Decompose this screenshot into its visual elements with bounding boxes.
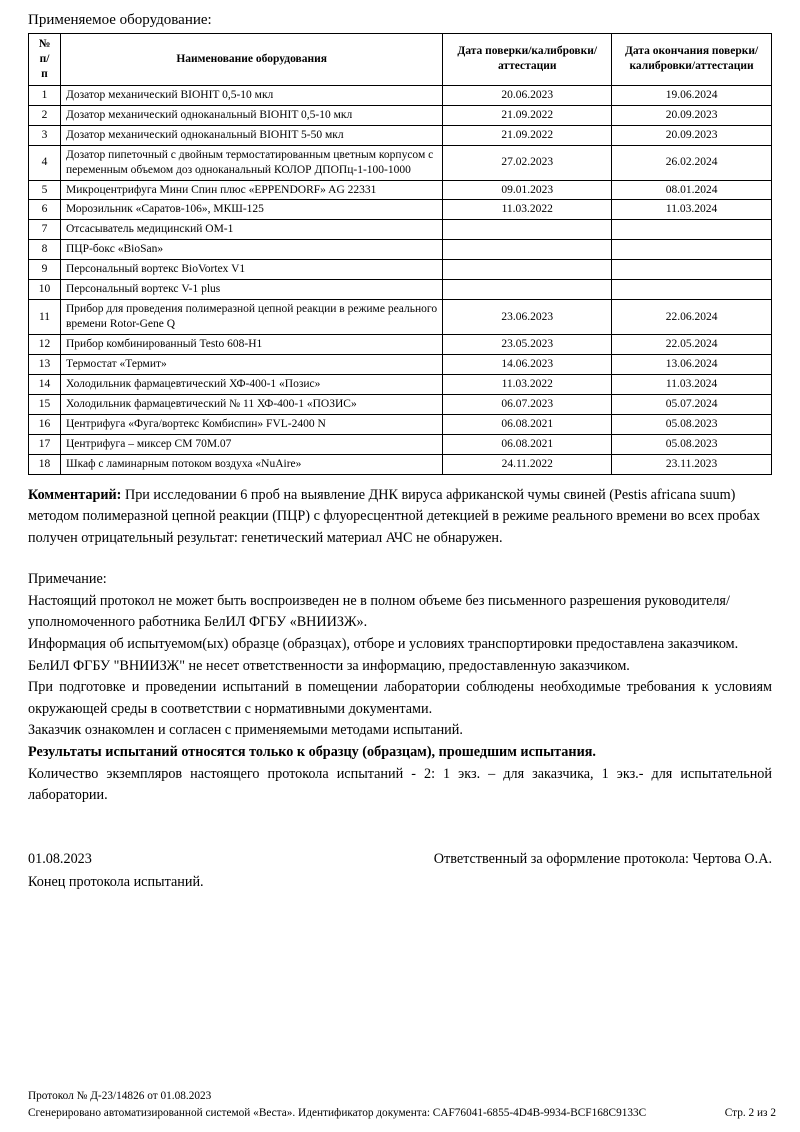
table-row <box>29 434 772 454</box>
cell-equipment-name: Микроцентрифуга Мини Спин плюс «EPPENDORF» AG 22331 <box>60 180 442 200</box>
cell-equipment-name: Дозатор механический BIOHIT 0,5-10 мкл <box>60 85 442 105</box>
note-line-2: Информация об испытуемом(ых) образце (образцах), отборе и условиях транспортировки предоставлена заказчиком. <box>28 636 739 653</box>
cell-date: 06.07.2023 <box>443 394 612 414</box>
cell-row-number: 18 <box>29 454 61 474</box>
table-row <box>29 85 772 105</box>
cell-equipment-name: Персональный вортекс BioVortex V1 <box>60 260 442 280</box>
cell-row-number: 7 <box>29 220 61 240</box>
cell-date: 09.01.2023 <box>443 180 612 200</box>
note-line-7: Количество экземпляров настоящего протокола испытаний - 2: 1 экз. – для заказчика, 1 экз.- для испытательной лаборатории. <box>28 765 772 804</box>
signoff-date: 01.08.2023 <box>28 850 92 867</box>
equipment-table-header <box>29 34 772 86</box>
cell-row-number: 15 <box>29 394 61 414</box>
cell-equipment-name: Дозатор механический одноканальный BIOHIT 5-50 мкл <box>60 125 442 145</box>
cell-date-end: 22.06.2024 <box>612 300 772 335</box>
cell-date-end: 22.05.2024 <box>612 335 772 355</box>
cell-equipment-name: Прибор комбинированный Testo 608-H1 <box>60 335 442 355</box>
table-row <box>29 414 772 434</box>
cell-date-end: 05.08.2023 <box>612 434 772 454</box>
cell-date-end: 08.01.2024 <box>612 180 772 200</box>
cell-equipment-name: Отсасыватель медицинский ОМ-1 <box>60 220 442 240</box>
cell-date-end: 05.07.2024 <box>612 394 772 414</box>
table-row <box>29 394 772 414</box>
cell-date: 11.03.2022 <box>443 200 612 220</box>
cell-date: 23.06.2023 <box>443 300 612 335</box>
footer-page-number: Стр. 2 из 2 <box>724 1107 776 1120</box>
equipment-table-body <box>29 85 772 474</box>
cell-date: 23.05.2023 <box>443 335 612 355</box>
cell-row-number: 14 <box>29 374 61 394</box>
cell-date-end: 23.11.2023 <box>612 454 772 474</box>
cell-date-end <box>612 260 772 280</box>
end-of-protocol: Конец протокола испытаний. <box>28 873 204 890</box>
cell-equipment-name: Дозатор механический одноканальный BIOHIT 0,5-10 мкл <box>60 105 442 125</box>
header-num: № п/п <box>29 34 61 86</box>
cell-row-number: 6 <box>29 200 61 220</box>
cell-date: 27.02.2023 <box>443 145 612 180</box>
cell-date-end: 20.09.2023 <box>612 125 772 145</box>
cell-equipment-name: Термостат «Термит» <box>60 354 442 374</box>
cell-date-end: 11.03.2024 <box>612 200 772 220</box>
note-line-6: Результаты испытаний относятся только к образцу (образцам), прошедшим испытания. <box>28 743 596 760</box>
cell-row-number: 8 <box>29 240 61 260</box>
cell-equipment-name: Холодильник фармацевтический ХФ-400-1 «Позис» <box>60 374 442 394</box>
cell-date-end: 05.08.2023 <box>612 414 772 434</box>
cell-date-end: 19.06.2024 <box>612 85 772 105</box>
table-row <box>29 374 772 394</box>
cell-equipment-name: ПЦР-бокс «BioSan» <box>60 240 442 260</box>
signoff-row <box>28 851 772 868</box>
cell-equipment-name: Центрифуга – миксер СМ 70М.07 <box>60 434 442 454</box>
cell-date-end <box>612 280 772 300</box>
cell-row-number: 17 <box>29 434 61 454</box>
cell-equipment-name: Дозатор пипеточный с двойным термостатированным цветным корпусом с переменным объемом доз одноканальный КОЛОР ДПОПц-1-100-1000 <box>60 145 442 180</box>
table-row <box>29 125 772 145</box>
table-row <box>29 145 772 180</box>
table-row <box>29 105 772 125</box>
cell-row-number: 3 <box>29 125 61 145</box>
note-line-4: При подготовке и проведении испытаний в помещении лаборатории соблюдены необходимые требования к условиям окружающей среды в соответствии с нормативными документами. <box>28 679 772 717</box>
note-line-1: Настоящий протокол не может быть воспроизведен не в полном объеме без письменного разрешения руководителя/уполномоченного работника БелИЛ ФГБУ «ВНИИЗЖ». <box>28 592 730 631</box>
notes-section <box>28 569 772 806</box>
cell-date: 11.03.2022 <box>443 374 612 394</box>
cell-row-number: 1 <box>29 85 61 105</box>
cell-date: 21.09.2022 <box>443 105 612 125</box>
cell-equipment-name: Морозильник «Саратов-106», МКШ-125 <box>60 200 442 220</box>
table-row <box>29 300 772 335</box>
table-row <box>29 354 772 374</box>
footer-protocol-number: Протокол № Д-23/14826 от 01.08.2023 <box>28 1090 212 1103</box>
cell-date-end: 13.06.2024 <box>612 354 772 374</box>
cell-date: 24.11.2022 <box>443 454 612 474</box>
header-name: Наименование оборудования <box>60 34 442 86</box>
comment-paragraph <box>28 485 772 550</box>
comment-text: При исследовании 6 проб на выявление ДНК вируса африканской чумы свиней (Pestis africana suum) методом полимеразной цепной реакции (ПЦР) с флуоресцентной детекцией в режиме реального времени во всех пробах получен отрицательный результат: генетический материал АЧС не обнаружен. <box>28 486 760 546</box>
header-date: Дата поверки/калибровки/аттестации <box>443 34 612 86</box>
section-title: Применяемое оборудование: <box>28 12 212 28</box>
table-row <box>29 260 772 280</box>
table-row <box>29 335 772 355</box>
cell-date <box>443 220 612 240</box>
notes-label: Примечание: <box>28 571 107 588</box>
cell-date: 06.08.2021 <box>443 434 612 454</box>
footer-generated-info: Сгенерировано автоматизированной системой «Веста». Идентификатор документа: CAF76041-6855-4D4B-9934-BCF168C9133C <box>28 1107 647 1120</box>
cell-date-end: 26.02.2024 <box>612 145 772 180</box>
cell-equipment-name: Центрифуга «Фуга/вортекс Комбиспин» FVL-2400 N <box>60 414 442 434</box>
equipment-table <box>28 33 772 475</box>
cell-date-end: 20.09.2023 <box>612 105 772 125</box>
cell-equipment-name: Персональный вортекс V-1 plus <box>60 280 442 300</box>
cell-row-number: 12 <box>29 335 61 355</box>
cell-date-end <box>612 220 772 240</box>
cell-row-number: 10 <box>29 280 61 300</box>
cell-row-number: 5 <box>29 180 61 200</box>
cell-equipment-name: Шкаф с ламинарным потоком воздуха «NuAire» <box>60 454 442 474</box>
cell-row-number: 9 <box>29 260 61 280</box>
cell-equipment-name: Прибор для проведения полимеразной цепной реакции в режиме реального времени Rotor-Gene Q <box>60 300 442 335</box>
note-line-5: Заказчик ознакомлен и согласен с применяемыми методами испытаний. <box>28 722 463 739</box>
page-footer <box>28 1088 776 1122</box>
table-row <box>29 280 772 300</box>
cell-date: 20.06.2023 <box>443 85 612 105</box>
cell-date <box>443 260 612 280</box>
cell-date: 06.08.2021 <box>443 414 612 434</box>
table-row <box>29 454 772 474</box>
table-row <box>29 180 772 200</box>
cell-equipment-name: Холодильник фармацевтический № 11 ХФ-400-1 «ПОЗИС» <box>60 394 442 414</box>
header-date-end: Дата окончания поверки/калибровки/аттестации <box>612 34 772 86</box>
signoff-responsible: Ответственный за оформление протокола: Чертова О.А. <box>433 850 772 867</box>
cell-date: 14.06.2023 <box>443 354 612 374</box>
comment-label: Комментарий: <box>28 486 122 503</box>
table-row <box>29 200 772 220</box>
cell-row-number: 4 <box>29 145 61 180</box>
cell-row-number: 11 <box>29 300 61 335</box>
cell-date-end: 11.03.2024 <box>612 374 772 394</box>
cell-row-number: 13 <box>29 354 61 374</box>
table-row <box>29 220 772 240</box>
cell-row-number: 2 <box>29 105 61 125</box>
table-row <box>29 240 772 260</box>
cell-date <box>443 240 612 260</box>
note-line-3: БелИЛ ФГБУ "ВНИИЗЖ" не несет ответственности за информацию, предоставленную заказчиком. <box>28 657 630 674</box>
cell-date <box>443 280 612 300</box>
cell-date: 21.09.2022 <box>443 125 612 145</box>
cell-row-number: 16 <box>29 414 61 434</box>
cell-date-end <box>612 240 772 260</box>
